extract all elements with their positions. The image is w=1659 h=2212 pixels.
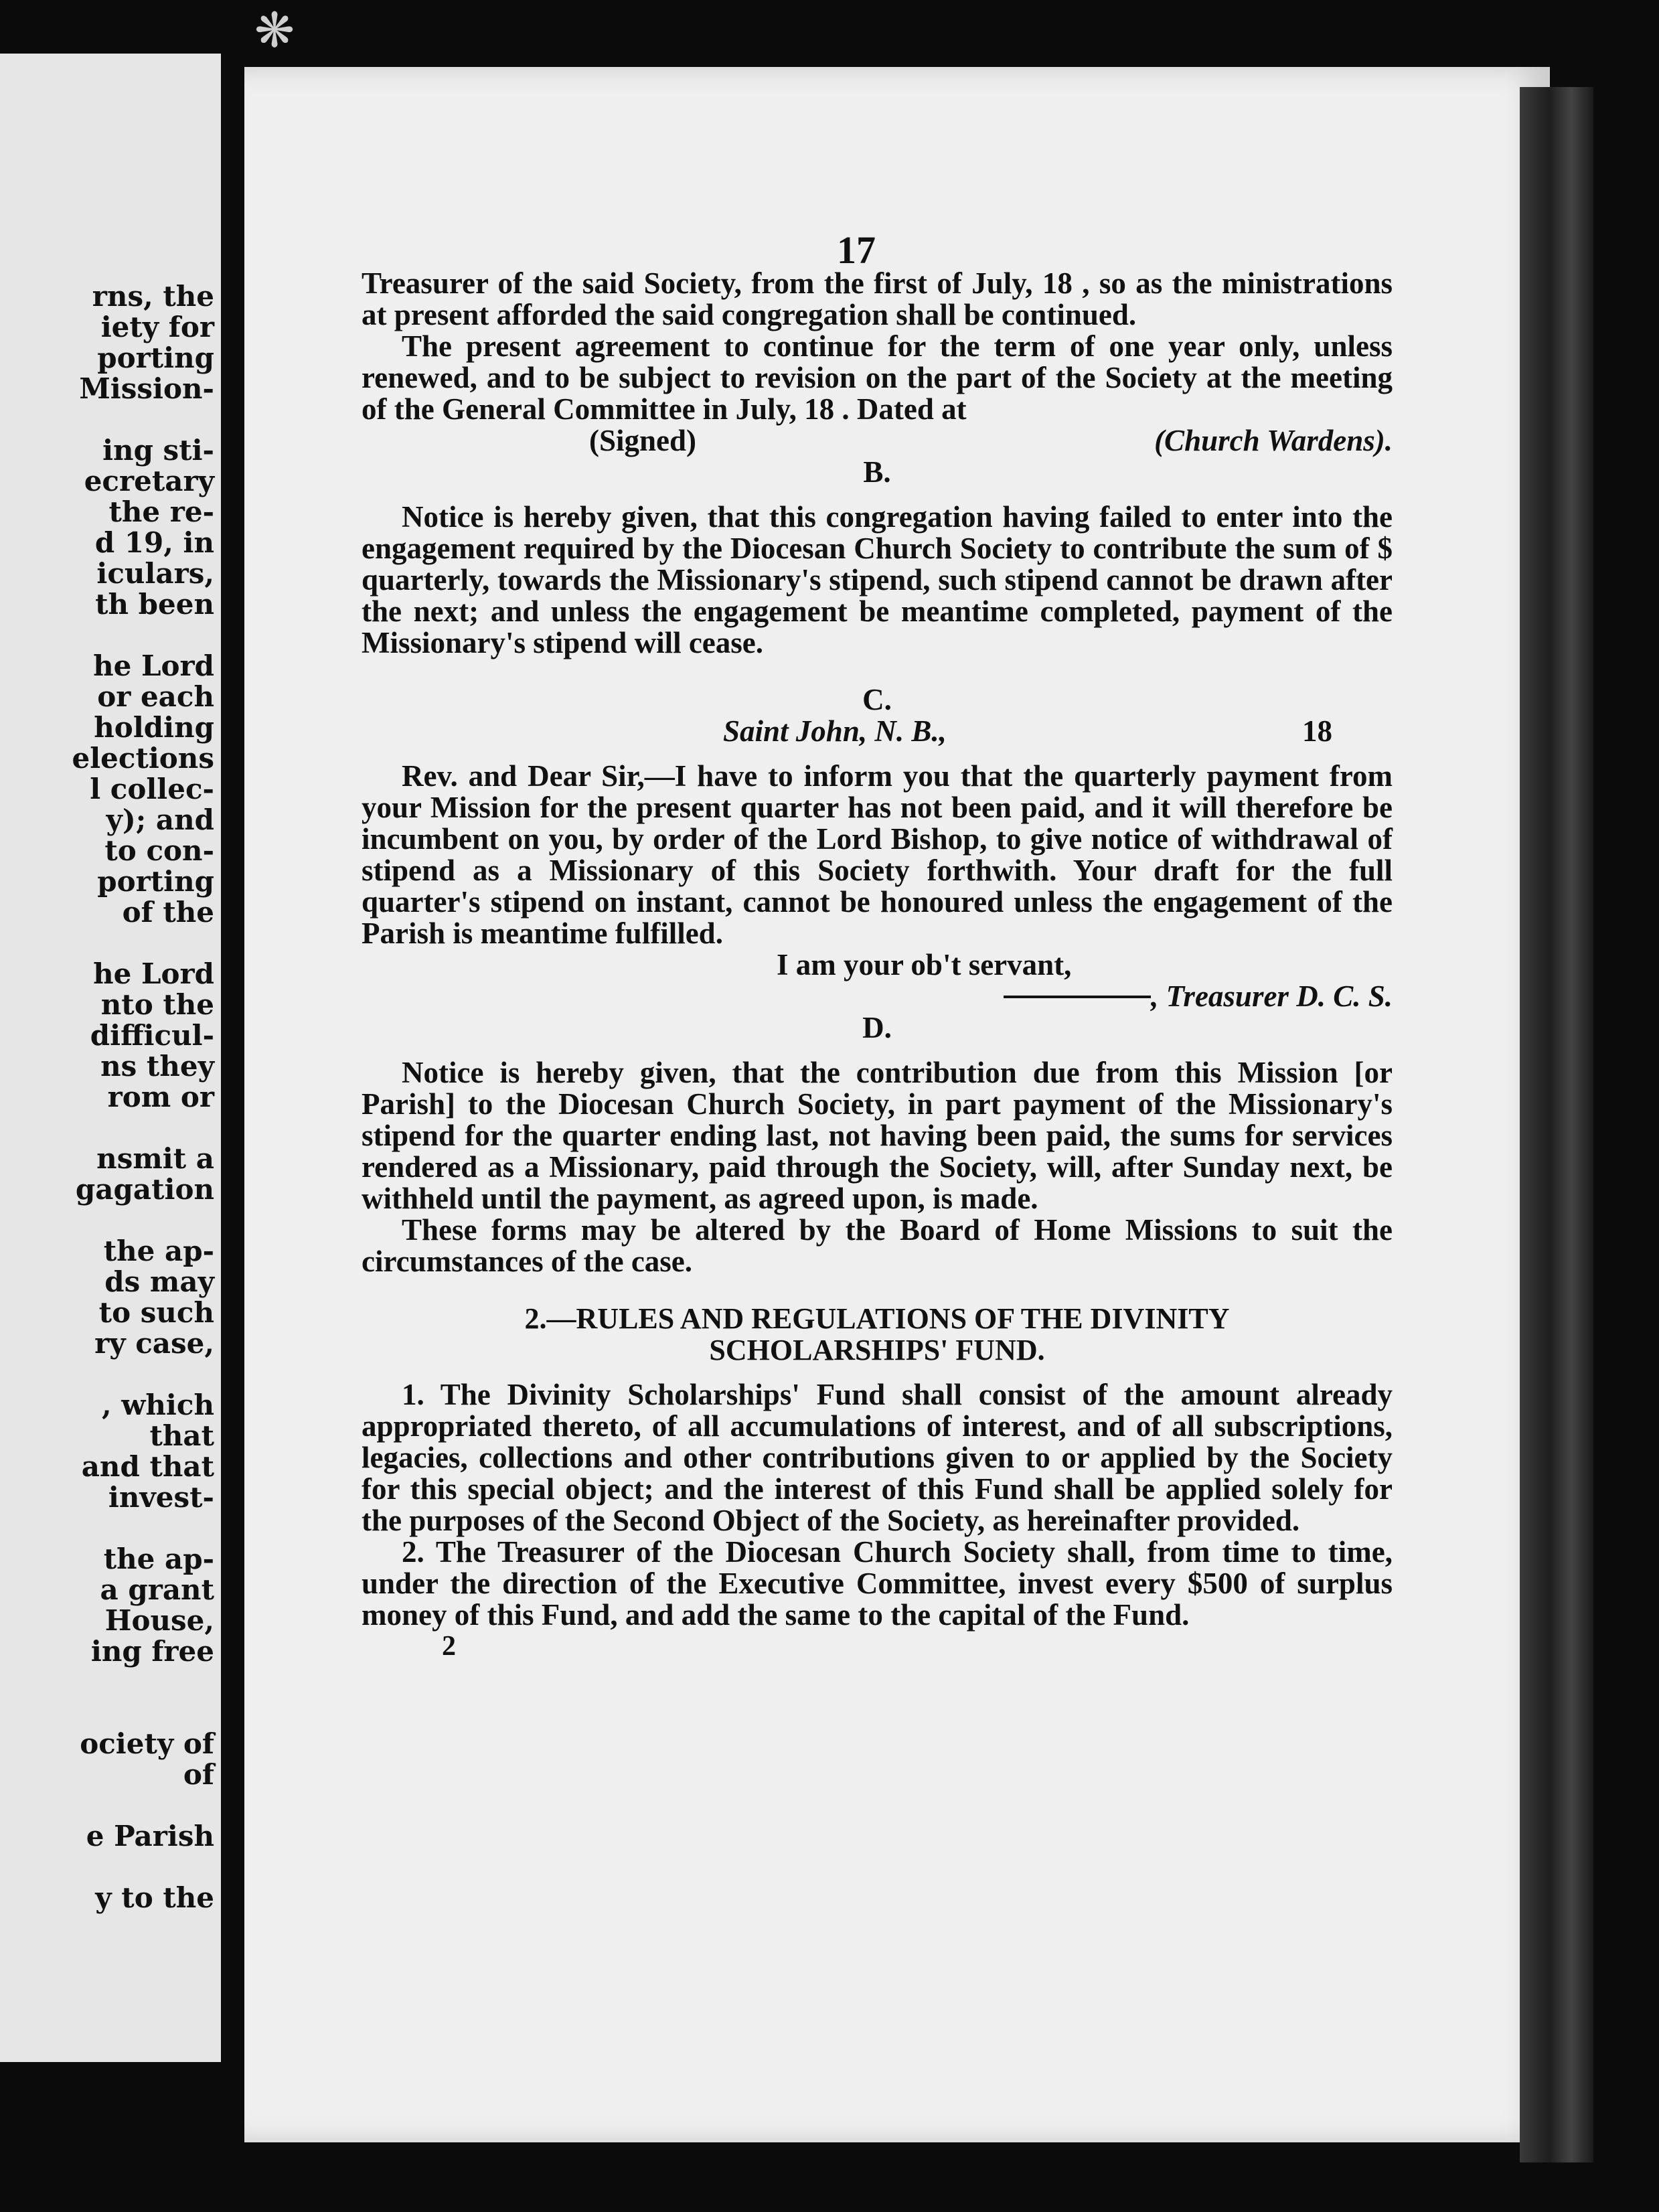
left-page-fragment: nto the (100, 988, 214, 1021)
left-page-fragment: House, (104, 1604, 214, 1637)
left-page-fragment: he Lord (93, 957, 214, 990)
section-b-letter: B. (863, 455, 891, 489)
left-page-fragment: ns they (100, 1050, 214, 1083)
section-c-place: Saint John, N. B., (723, 714, 947, 748)
left-page-fragment: porting (97, 341, 214, 374)
left-page-fragment: or each (97, 680, 214, 713)
left-page-fragment: of the (122, 896, 214, 929)
left-page-fragment: y to the (95, 1881, 214, 1914)
signed-line (362, 425, 1393, 457)
left-page-fragment: y); and (106, 803, 214, 836)
rule-2: 2. The Treasurer of the Diocesan Church Society shall, from time to time, under the direction of the Executive Committee, invest every $500 of surplus money of this Fund, and add the same to the capital of the Fund. (362, 1535, 1393, 1632)
left-page-fragment: to con- (104, 834, 214, 867)
binding-ornament: ❋ (254, 2, 295, 58)
left-page-fragment: e Parish (86, 1820, 214, 1852)
section-d-text: Notice is hereby given, that the contribution due from this Mission [or Parish] to the Diocesan Church Society, in part payment of the Missionary's stipend for the quarter ending last, not having been paid, the sums for services rendered as a Missionary, paid through the Society, will, after Sunday next, be withheld until the payment, as agreed upon, is made. (362, 1056, 1393, 1215)
left-page-fragment: ry case, (94, 1327, 214, 1360)
section-a-paragraph-2: The present agreement to continue for the term of one year only, unless renewed, and to be subject to revision on the part of the Society at the meeting of the General Committee in July, 18 . Dated at (362, 329, 1393, 426)
rule-1: 1. The Divinity Scholarships' Fund shall consist of the amount already appropriated thereto, of all accumulations of interest, and of all subscriptions, legacies, collections and other contributions given to or applied by the Society for this special object; and the interest of this Fund shall be applied solely for the purposes of the Second Object of the Society, as hereinafter provided. (362, 1378, 1393, 1537)
left-page-fragment: ds may (104, 1265, 214, 1298)
left-page-fragment: he Lord (93, 649, 214, 682)
signature-mark: 2 (442, 1631, 456, 1662)
left-page-fragment: ociety of (80, 1727, 214, 1760)
left-page-fragment: nsmit a (96, 1142, 214, 1175)
section-c-closing: I am your ob't servant, (777, 948, 1072, 981)
left-page-fragment: invest- (108, 1481, 214, 1514)
section-c-treasurer-line (362, 981, 1393, 1012)
left-page-fragment: of (183, 1758, 214, 1791)
left-page-fragment: ecretary (84, 465, 214, 497)
left-page-fragment: elections (72, 742, 214, 775)
page-body (362, 268, 1393, 1662)
left-page-fragment: a grant (100, 1573, 214, 1606)
left-page-fragment: gagation (75, 1173, 214, 1206)
section-c-letter: C. (862, 683, 892, 716)
left-page-fragment: , which (102, 1389, 214, 1421)
section-d-letter: D. (862, 1011, 892, 1044)
signature-blank (1004, 996, 1151, 998)
page-edge-shadow (1520, 87, 1593, 2162)
left-page-fragment: and that (81, 1450, 214, 1483)
section-b-text: Notice is hereby given, that this congregation having failed to enter into the engagement required by the Diocesan Church Society to contribute the sum of $ quarterly, towards the Missionary's stipend, such stipend cannot be drawn after the next; and unless the engagement be meantime completed, payment of the Missionary's stipend will cease. (362, 500, 1393, 659)
left-page-fragment: to such (98, 1296, 214, 1329)
rules-heading-line-1: 2.—RULES AND REGULATIONS OF THE DIVINITY (524, 1302, 1230, 1335)
section-d-note: These forms may be altered by the Board of Home Missions to suit the circumstances of the case. (362, 1213, 1393, 1278)
left-page-fragment: difficul- (90, 1019, 214, 1052)
left-page-fragment: rom or (107, 1081, 214, 1113)
left-page-fragment: th been (95, 588, 214, 621)
signed-label: (Signed) (589, 424, 697, 457)
left-page-fragment: ing free (90, 1635, 214, 1668)
left-page-fragment: the ap- (103, 1543, 214, 1575)
left-page-fragment: that (149, 1419, 214, 1452)
left-page-fragment: rns, the (92, 280, 214, 313)
left-facing-page (0, 54, 221, 2062)
rules-heading-line-2: SCHOLARSHIPS' FUND. (709, 1334, 1045, 1366)
left-page-fragment: ing sti- (102, 434, 214, 467)
left-page-fragment: l collec- (90, 773, 214, 805)
left-page-fragment: iculars, (96, 557, 214, 590)
section-a-paragraph-1: Treasurer of the said Society, from the first of July, 18 , so as the ministrations at present afforded the said congregation shall be continued. (362, 266, 1393, 331)
left-page-fragment: the re- (108, 495, 214, 528)
left-page-fragment: holding (94, 711, 214, 744)
left-page-fragment: porting (97, 865, 214, 898)
section-c-text: Rev. and Dear Sir,—I have to inform you that the quarterly payment from your Mission for the present quarter has not been paid, and it will therefore be incumbent on you, by order of the Lord Bishop, to give notice of withdrawal of stipend as a Missionary of this Society forthwith. Your draft for the full quarter's stipend on instant, cannot be honoured unless the engagement of the Parish is meantime fulfilled. (362, 759, 1393, 950)
section-c-place-line (362, 716, 1393, 747)
section-c-year: 18 (1302, 714, 1332, 748)
left-page-fragment: d 19, in (94, 526, 214, 559)
page-number: 17 (837, 228, 876, 272)
church-wardens-label: (Church Wardens). (1154, 424, 1393, 457)
left-page-fragment: Mission- (79, 372, 214, 405)
section-c-treasurer: , Treasurer D. C. S. (1151, 979, 1393, 1013)
left-page-fragment: the ap- (103, 1235, 214, 1267)
left-page-fragment: iety for (100, 311, 214, 343)
